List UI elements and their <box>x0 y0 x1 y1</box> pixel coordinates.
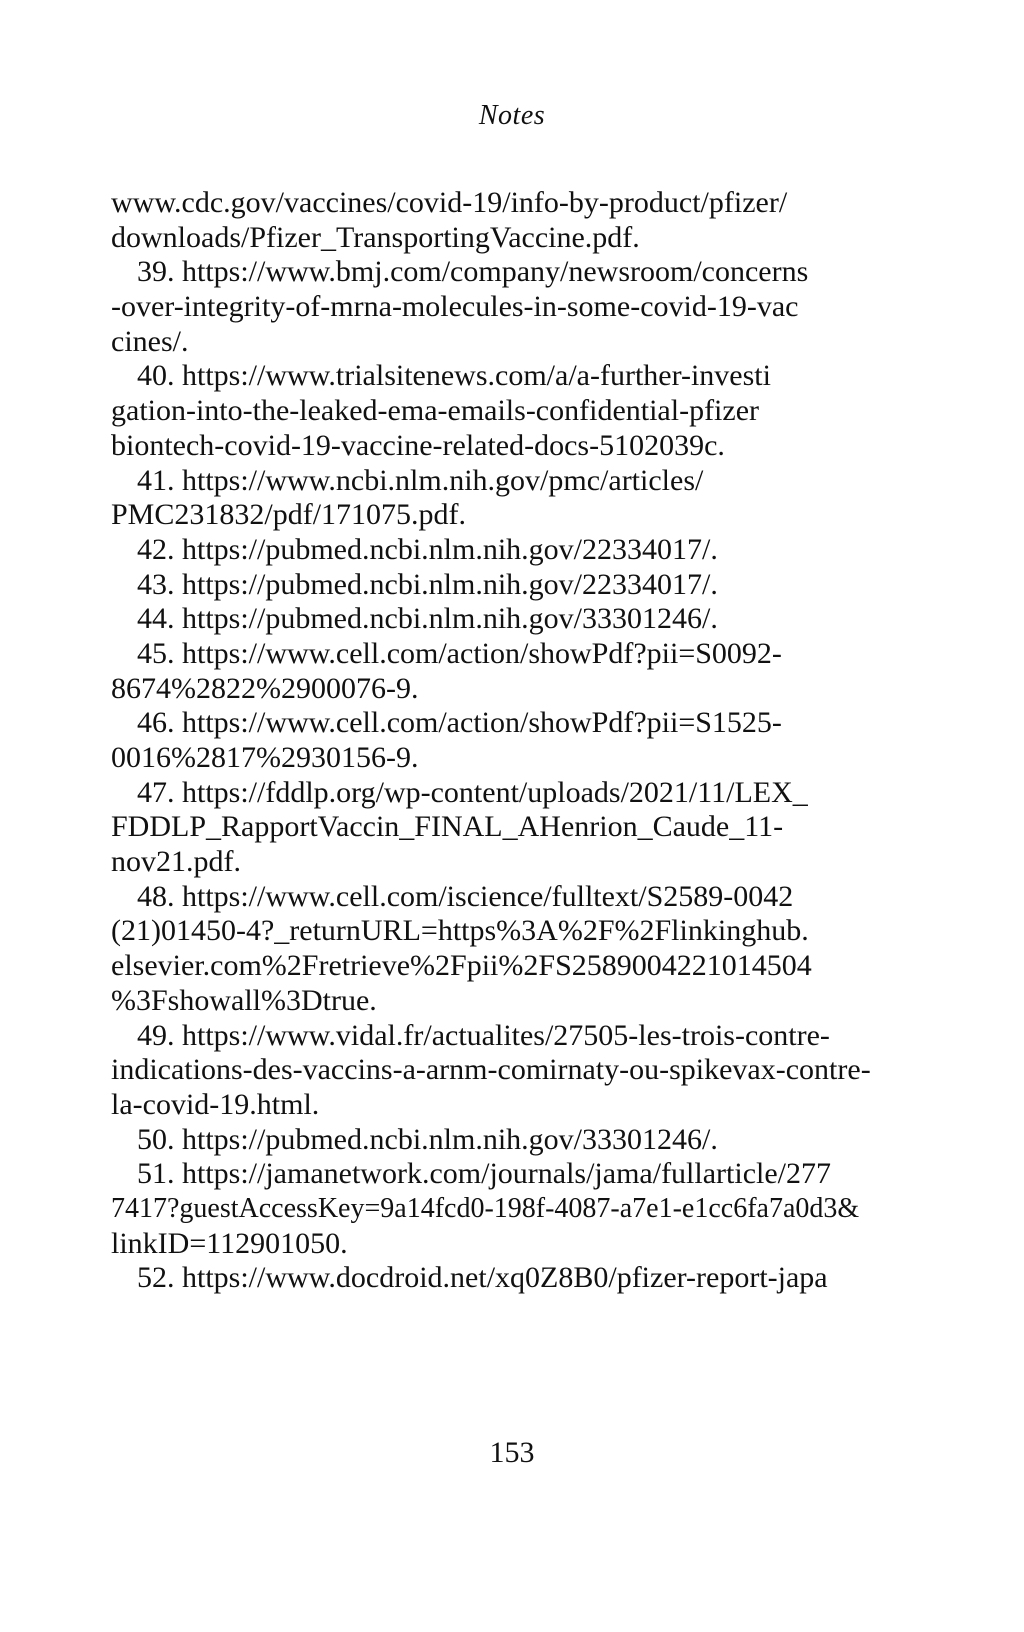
note-line: 7417?guestAccessKey=9a14fcd0-198f-4087-a7e1-e1cc6fa7a0d3& <box>111 1192 860 1224</box>
note-line: %3Fshowall%3Dtrue. <box>111 983 377 1017</box>
note-line: cines/. <box>111 324 189 358</box>
note-line: linkID=112901050. <box>111 1226 348 1260</box>
note-line: nov21.pdf. <box>111 845 241 879</box>
note-line: 41. https://www.ncbi.nlm.nih.gov/pmc/articles/ <box>137 463 704 497</box>
note-line: biontech-covid-19-vaccine-related-docs-5102039c. <box>111 428 725 462</box>
note-line: 42. https://pubmed.ncbi.nlm.nih.gov/22334017/. <box>137 532 718 566</box>
note-line: 45. https://www.cell.com/action/showPdf?pii=S0092- <box>137 636 782 670</box>
note-line: 46. https://www.cell.com/action/showPdf?pii=S1525- <box>137 706 782 740</box>
note-line: downloads/Pfizer_TransportingVaccine.pdf. <box>111 220 640 254</box>
note-line: gation-into-the-leaked-ema-emails-confidential-pfizer <box>111 394 760 428</box>
note-line: indications-des-vaccins-a-arnm-comirnaty-ou-spikevax-contre- <box>111 1053 871 1087</box>
note-line: 49. https://www.vidal.fr/actualites/27505-les-trois-contre- <box>137 1018 830 1052</box>
note-line: 48. https://www.cell.com/iscience/fulltext/S2589-0042 <box>137 879 794 913</box>
note-line: PMC231832/pdf/171075.pdf. <box>111 498 467 532</box>
note-line: 43. https://pubmed.ncbi.nlm.nih.gov/22334017/. <box>137 567 718 601</box>
note-line: -over-integrity-of-mrna-molecules-in-some-covid-19-vac <box>111 290 799 324</box>
note-line: la-covid-19.html. <box>111 1087 320 1121</box>
note-line: 50. https://pubmed.ncbi.nlm.nih.gov/33301246/. <box>137 1122 718 1156</box>
note-line: 8674%2822%2900076-9. <box>111 671 419 705</box>
note-line: www.cdc.gov/vaccines/covid-19/info-by-product/pfizer/ <box>111 186 788 219</box>
page-number: 153 <box>489 1436 535 1469</box>
note-line: 0016%2817%2930156-9. <box>111 741 419 774</box>
running-head: Notes <box>478 100 546 131</box>
note-line: FDDLP_RapportVaccin_FINAL_AHenrion_Caude_11- <box>111 810 784 844</box>
note-line: elsevier.com%2Fretrieve%2Fpii%2FS2589004221014504 <box>111 949 812 983</box>
note-line: (21)01450-4?_returnURL=https%3A%2F%2Flinkinghub. <box>111 914 809 948</box>
note-line: 40. https://www.trialsitenews.com/a/a-further-investi <box>137 359 771 393</box>
notes-list <box>111 186 871 1296</box>
note-line: 52. https://www.docdroid.net/xq0Z8B0/pfizer-report-japa <box>137 1261 828 1295</box>
note-line: 44. https://pubmed.ncbi.nlm.nih.gov/33301246/. <box>137 602 718 636</box>
note-line: 47. https://fddlp.org/wp-content/uploads/2021/11/LEX_ <box>137 775 808 809</box>
note-line: 39. https://www.bmj.com/company/newsroom/concerns <box>137 255 809 289</box>
note-line: 51. https://jamanetwork.com/journals/jama/fullarticle/277 <box>137 1157 831 1191</box>
